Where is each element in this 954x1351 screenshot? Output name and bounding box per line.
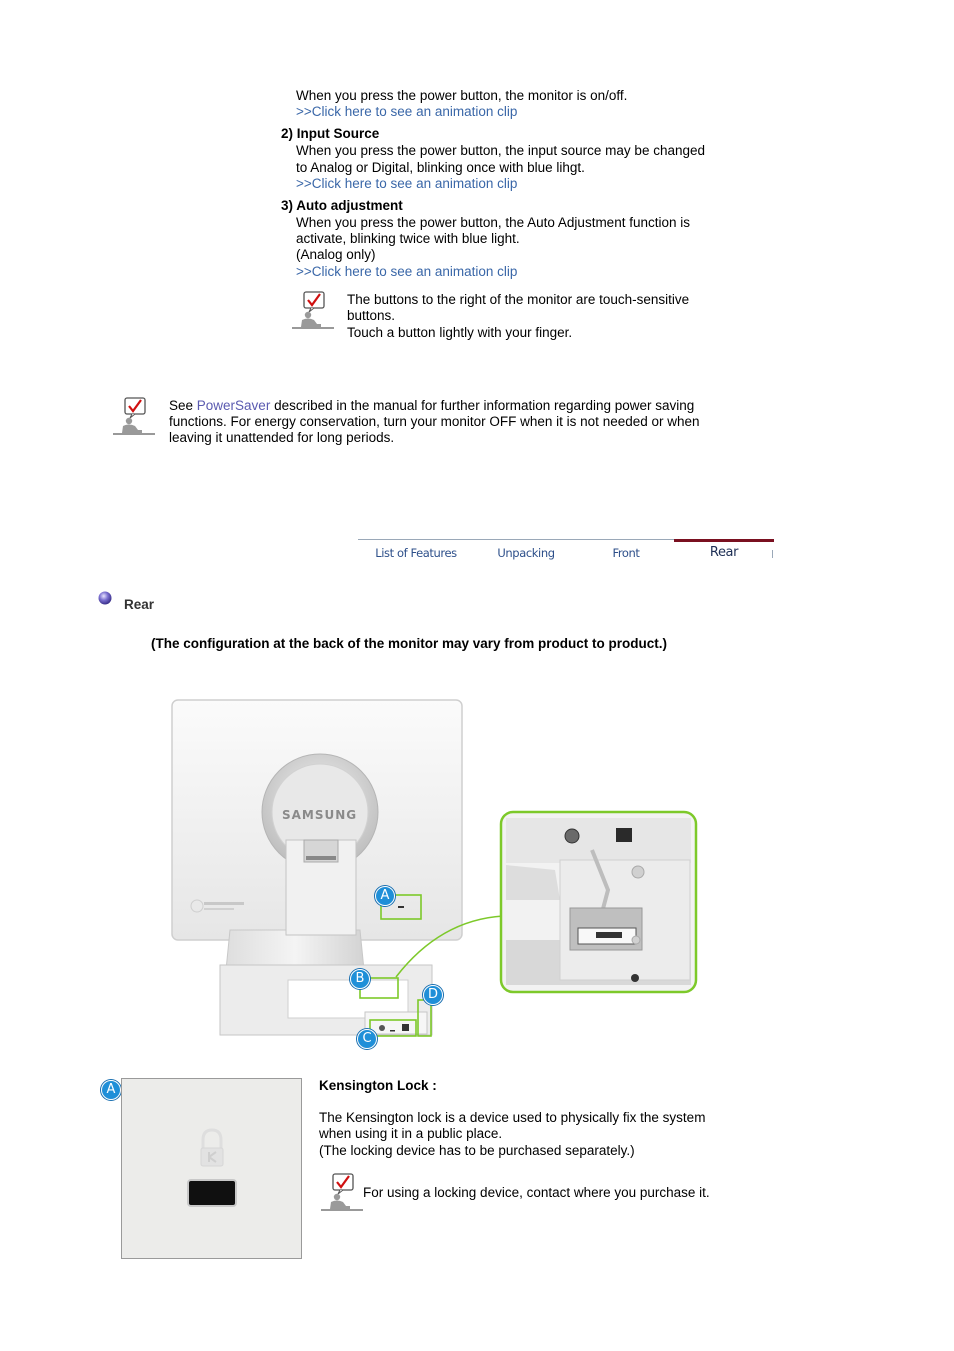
kensington-line-3: (The locking device has to be purchased separately.) <box>319 1143 635 1158</box>
rear-section-title: Rear <box>124 597 155 612</box>
kensington-heading: Kensington Lock : <box>319 1078 437 1093</box>
samsung-logo: SAMSUNG <box>282 808 358 822</box>
callout-badge-d: D <box>423 985 443 1005</box>
animation-link-auto-adjustment[interactable]: >>Click here to see an animation clip <box>296 264 518 279</box>
check-note-person-icon <box>291 290 335 330</box>
kensington-note: For using a locking device, contact where you purchase it. <box>363 1185 710 1200</box>
tab-end-marker <box>772 550 773 558</box>
powersaver-suffix: described in the manual for further information regarding power saving <box>270 398 695 413</box>
powersaver-note-line-1 <box>169 398 694 414</box>
animation-link-input-source[interactable]: >>Click here to see an animation clip <box>296 176 518 191</box>
powersaver-note-line-2: functions. For energy conservation, turn your monitor OFF when it is not needed or when <box>169 414 700 429</box>
kensington-line-2: when using it in a public place. <box>319 1126 503 1141</box>
callout-badge-c: C <box>357 1029 377 1049</box>
powersaver-prefix: See <box>169 398 197 413</box>
auto-adjustment-line-2: activate, blinking twice with blue light. <box>296 231 520 246</box>
touch-note-line-3: Touch a button lightly with your finger. <box>347 325 573 340</box>
check-note-person-icon <box>320 1172 364 1212</box>
auto-adjustment-line-1: When you press the power button, the Auto Adjustment function is <box>296 215 690 230</box>
touch-note-line-1: The buttons to the right of the monitor are touch-sensitive <box>347 292 690 307</box>
input-source-heading: 2) Input Source <box>281 126 380 141</box>
purple-orb-bullet-icon <box>97 590 113 606</box>
touch-note-line-2: buttons. <box>347 308 396 323</box>
auto-adjustment-heading: 3) Auto adjustment <box>281 198 403 213</box>
input-source-line-1: When you press the power button, the input source may be changed <box>296 143 706 158</box>
tab-list-of-features[interactable]: List of Features <box>375 546 457 560</box>
rear-subtitle: (The configuration at the back of the monitor may vary from product to product.) <box>151 636 668 651</box>
auto-adjustment-line-3: (Analog only) <box>296 247 376 262</box>
callout-badge-a: A <box>375 886 395 906</box>
kensington-badge-a: A <box>101 1080 121 1100</box>
tab-unpacking[interactable]: Unpacking <box>497 546 555 560</box>
input-source-line-2: to Analog or Digital, blinking once with blue lihgt. <box>296 160 585 175</box>
power-on-off-text: When you press the power button, the monitor is on/off. <box>296 88 628 103</box>
check-note-person-icon <box>112 396 156 436</box>
powersaver-note-line-3: leaving it unattended for long periods. <box>169 430 395 445</box>
tab-front[interactable]: Front <box>612 546 640 560</box>
powersaver-link[interactable]: PowerSaver <box>196 398 271 413</box>
section-nav-tabs <box>358 539 774 565</box>
tab-rear[interactable]: Rear <box>709 545 739 560</box>
callout-badge-b: B <box>350 969 370 989</box>
kensington-line-1: The Kensington lock is a device used to physically fix the system <box>319 1110 706 1125</box>
animation-link-power[interactable]: >>Click here to see an animation clip <box>296 104 518 119</box>
kensington-lock-photo <box>121 1078 302 1259</box>
